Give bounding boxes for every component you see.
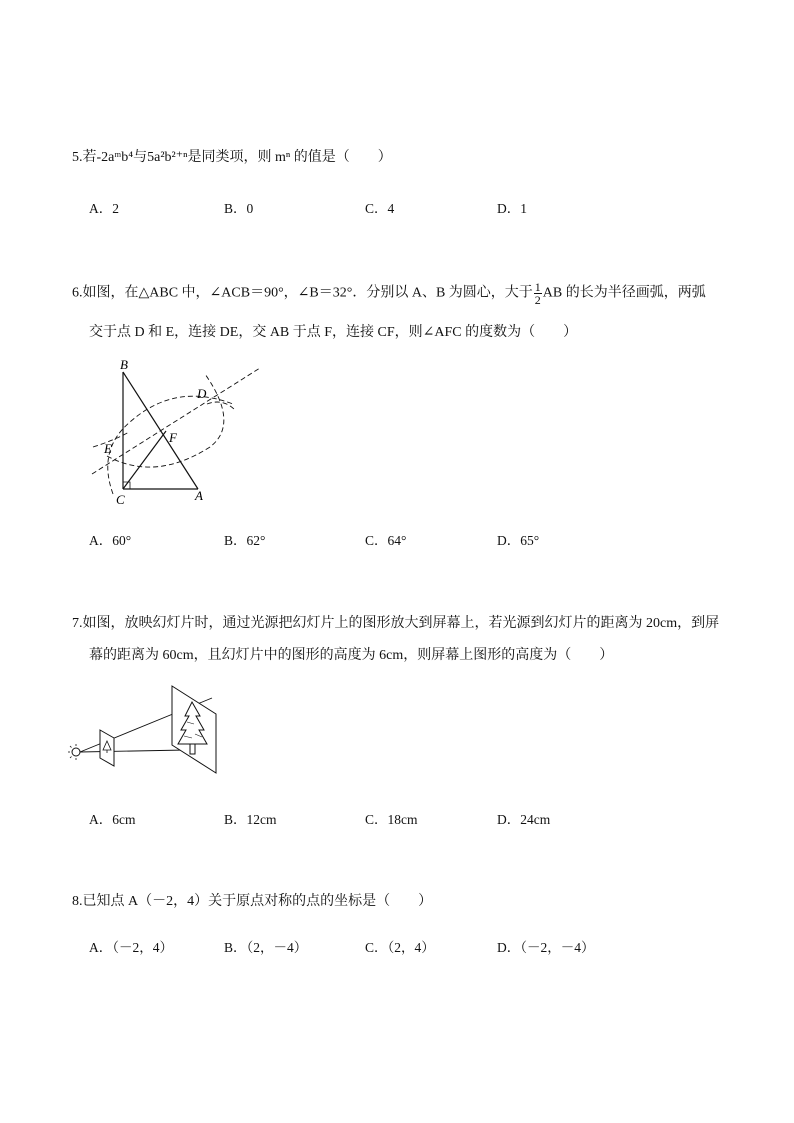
q8-option-a: A．（－2，4） [89, 940, 173, 955]
light-source-icon [68, 744, 80, 760]
triangle-construction-figure [85, 352, 270, 510]
q8-option-c: C．（2，4） [365, 940, 435, 955]
ray-bottom [80, 750, 186, 752]
q5-option-a: A．2 [89, 201, 119, 216]
q6-option-b: B．62° [224, 533, 266, 548]
q5-stem: 5.若-2aᵐb⁴与5a²b²⁺ⁿ是同类项，则 mⁿ 的值是（ ） [72, 150, 392, 165]
label-f: F [169, 430, 177, 445]
label-d: D [197, 386, 207, 401]
q7-option-b: B．12cm [224, 812, 277, 827]
q6-stem-part2: AB 的长为半径画弧，两弧 [542, 285, 706, 301]
q7-option-d: D．24cm [497, 812, 551, 827]
q6-option-a: A．60° [89, 533, 132, 548]
q7-option-a: A．6cm [89, 812, 136, 827]
q5-option-b: B．0 [224, 201, 254, 216]
q6-option-c: C．64° [365, 533, 407, 548]
q5-option-d: D．1 [497, 201, 527, 216]
segment-cf [123, 431, 166, 489]
fraction-denominator: 2 [534, 293, 541, 307]
label-b: B [120, 357, 128, 372]
q5-option-c: C．4 [365, 201, 395, 216]
q6-stem-line2: 交于点 D 和 E，连接 DE，交 AB 于点 F，连接 CF，则∠AFC 的度数为（ ） [89, 325, 578, 340]
q6-option-d: D．65° [497, 533, 540, 548]
label-c: C [116, 492, 125, 507]
fraction-numerator: 1 [534, 280, 541, 294]
q8-option-b: B．（2，－4） [224, 940, 308, 955]
q6-stem-line1 [72, 281, 706, 306]
line-de-dashed [92, 368, 260, 474]
label-a: A [195, 488, 203, 503]
slide-panel [100, 730, 114, 766]
q7-option-c: C．18cm [365, 812, 418, 827]
q8-stem: 8.已知点 A（－2，4）关于原点对称的点的坐标是（ ） [72, 894, 433, 909]
slide-projector-figure [66, 684, 226, 776]
q8-option-d: D．（－2，－4） [497, 940, 595, 955]
q7-stem-line1: 7.如图，放映幻灯片时，通过光源把幻灯片上的图形放大到屏幕上，若光源到幻灯片的距离为 20cm，到屏 [72, 616, 720, 631]
q7-stem-line2: 幕的距离为 60cm，且幻灯片中的图形的高度为 6cm，则屏幕上图形的高度为（ ） [89, 648, 614, 663]
label-e: E [104, 441, 112, 456]
one-half-fraction [534, 281, 542, 306]
q6-stem-part1: 6.如图，在△ABC 中，∠ACB＝90°，∠B＝32°．分别以 A、B 为圆心，大于 [72, 285, 533, 301]
